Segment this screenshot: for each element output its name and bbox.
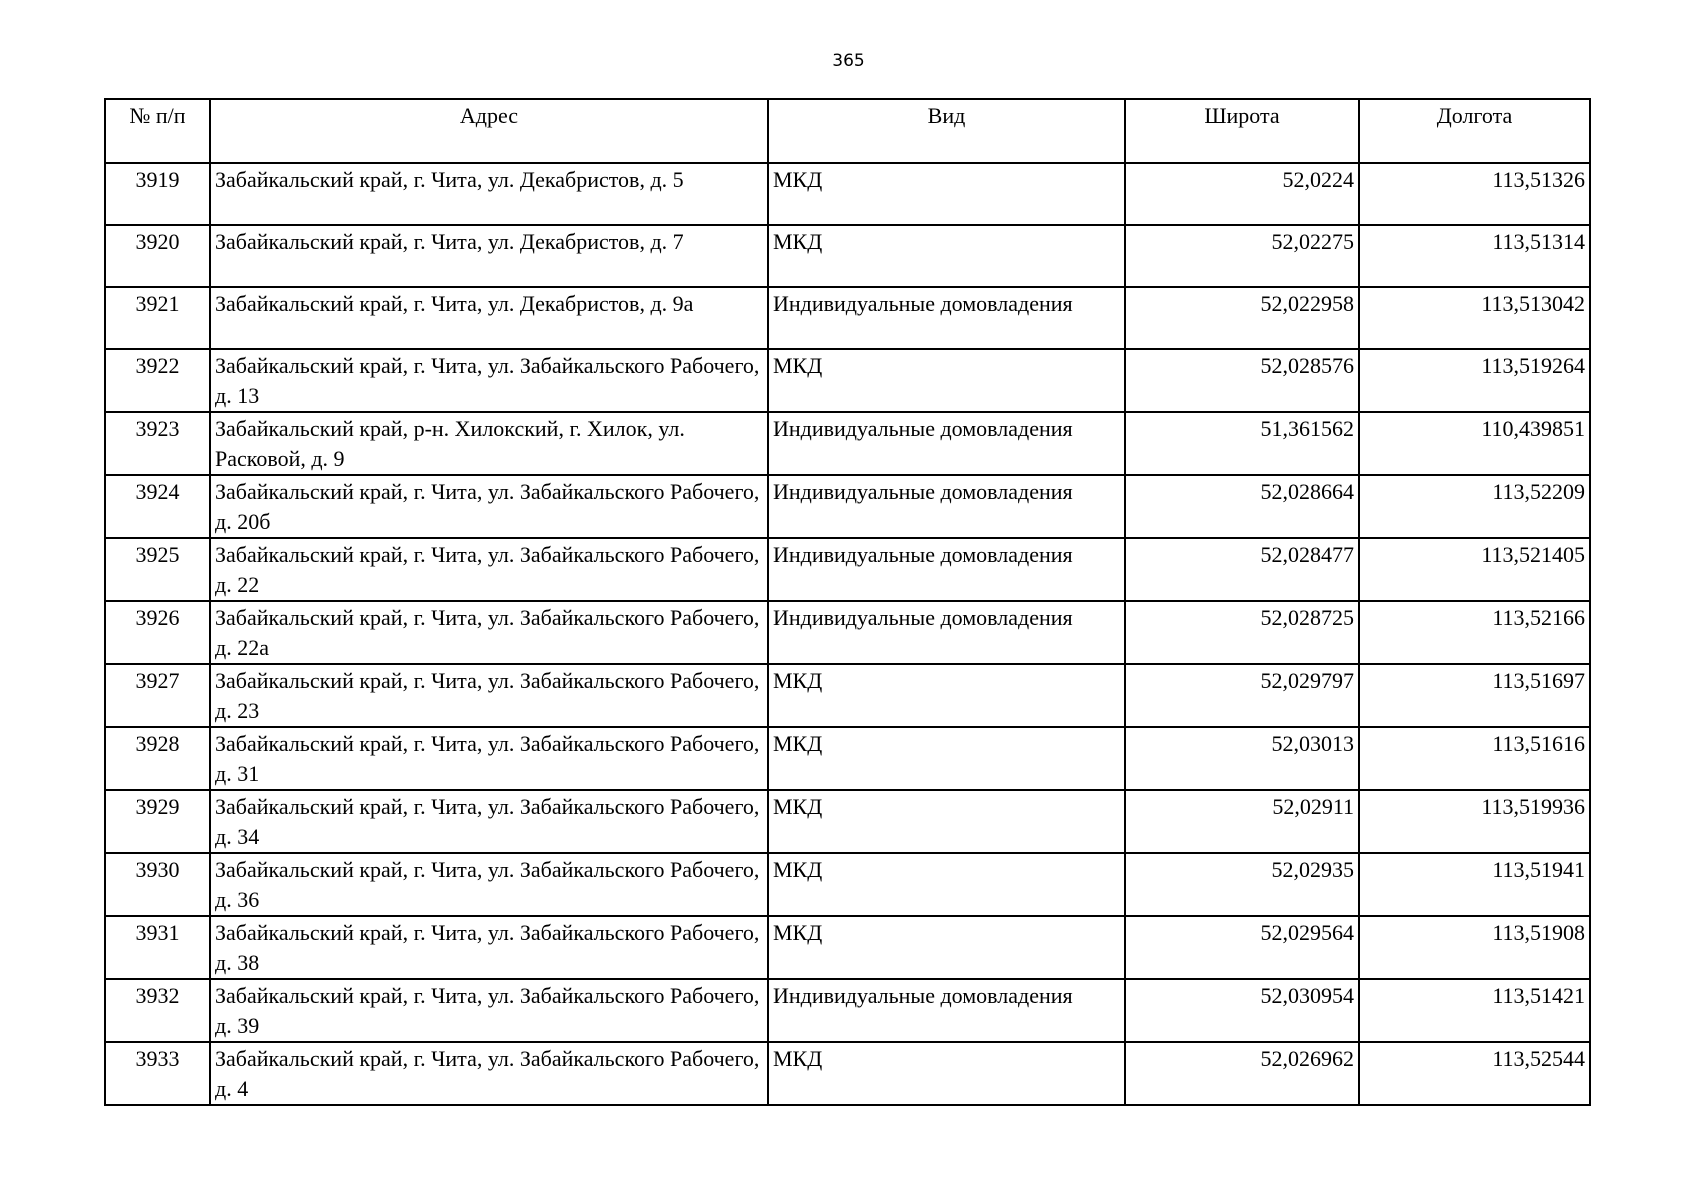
cell-latitude: 52,030954 (1125, 979, 1359, 1042)
cell-address: Забайкальский край, г. Чита, ул. Декабристов, д. 9а (210, 287, 768, 349)
cell-latitude: 52,028664 (1125, 475, 1359, 538)
cell-latitude: 52,026962 (1125, 1042, 1359, 1105)
cell-address: Забайкальский край, г. Чита, ул. Декабристов, д. 7 (210, 225, 768, 287)
cell-latitude: 52,0224 (1125, 163, 1359, 225)
cell-latitude: 52,028576 (1125, 349, 1359, 412)
cell-type: Индивидуальные домовладения (768, 979, 1125, 1042)
cell-type: Индивидуальные домовладения (768, 538, 1125, 601)
cell-type: МКД (768, 225, 1125, 287)
cell-latitude: 52,028477 (1125, 538, 1359, 601)
table-row (105, 225, 1590, 287)
cell-longitude: 113,51941 (1359, 853, 1590, 916)
cell-longitude: 113,513042 (1359, 287, 1590, 349)
cell-longitude: 113,51616 (1359, 727, 1590, 790)
cell-latitude: 52,02911 (1125, 790, 1359, 853)
cell-address: Забайкальский край, г. Чита, ул. Забайкальского Рабочего, д. 22 (210, 538, 768, 601)
cell-row-number: 3925 (105, 538, 210, 601)
cell-longitude: 113,51908 (1359, 916, 1590, 979)
header-longitude: Долгота (1359, 99, 1590, 163)
cell-longitude: 113,521405 (1359, 538, 1590, 601)
cell-address: Забайкальский край, г. Чита, ул. Декабристов, д. 5 (210, 163, 768, 225)
cell-latitude: 52,03013 (1125, 727, 1359, 790)
cell-address: Забайкальский край, г. Чита, ул. Забайкальского Рабочего, д. 22а (210, 601, 768, 664)
cell-type: Индивидуальные домовладения (768, 412, 1125, 475)
cell-longitude: 113,519936 (1359, 790, 1590, 853)
cell-address: Забайкальский край, г. Чита, ул. Забайкальского Рабочего, д. 34 (210, 790, 768, 853)
header-type: Вид (768, 99, 1125, 163)
cell-row-number: 3927 (105, 664, 210, 727)
cell-type: МКД (768, 727, 1125, 790)
header-address: Адрес (210, 99, 768, 163)
cell-address: Забайкальский край, г. Чита, ул. Забайкальского Рабочего, д. 20б (210, 475, 768, 538)
cell-row-number: 3932 (105, 979, 210, 1042)
cell-type: МКД (768, 163, 1125, 225)
cell-latitude: 52,028725 (1125, 601, 1359, 664)
table-row (105, 1042, 1590, 1105)
cell-address: Забайкальский край, г. Чита, ул. Забайкальского Рабочего, д. 13 (210, 349, 768, 412)
table-row (105, 163, 1590, 225)
table-row (105, 979, 1590, 1042)
cell-longitude: 113,52544 (1359, 1042, 1590, 1105)
table-row (105, 916, 1590, 979)
cell-type: МКД (768, 664, 1125, 727)
table-row (105, 601, 1590, 664)
cell-longitude: 113,52209 (1359, 475, 1590, 538)
table-row (105, 538, 1590, 601)
table-row (105, 349, 1590, 412)
cell-longitude: 113,51314 (1359, 225, 1590, 287)
cell-row-number: 3924 (105, 475, 210, 538)
table-row (105, 664, 1590, 727)
cell-address: Забайкальский край, г. Чита, ул. Забайкальского Рабочего, д. 23 (210, 664, 768, 727)
cell-address: Забайкальский край, г. Чита, ул. Забайкальского Рабочего, д. 31 (210, 727, 768, 790)
cell-longitude: 113,51697 (1359, 664, 1590, 727)
cell-row-number: 3928 (105, 727, 210, 790)
table-row (105, 790, 1590, 853)
cell-row-number: 3931 (105, 916, 210, 979)
cell-row-number: 3929 (105, 790, 210, 853)
cell-type: МКД (768, 790, 1125, 853)
cell-latitude: 52,02275 (1125, 225, 1359, 287)
page-number: 365 (832, 51, 865, 71)
cell-address: Забайкальский край, г. Чита, ул. Забайкальского Рабочего, д. 39 (210, 979, 768, 1042)
table-body (105, 163, 1590, 1105)
cell-longitude: 113,51421 (1359, 979, 1590, 1042)
cell-row-number: 3923 (105, 412, 210, 475)
cell-latitude: 52,029797 (1125, 664, 1359, 727)
table-row (105, 287, 1590, 349)
cell-address: Забайкальский край, р-н. Хилокский, г. Хилок, ул. Расковой, д. 9 (210, 412, 768, 475)
cell-row-number: 3922 (105, 349, 210, 412)
cell-longitude: 113,519264 (1359, 349, 1590, 412)
cell-row-number: 3930 (105, 853, 210, 916)
table-row (105, 727, 1590, 790)
header-latitude: Широта (1125, 99, 1359, 163)
cell-latitude: 52,022958 (1125, 287, 1359, 349)
cell-address: Забайкальский край, г. Чита, ул. Забайкальского Рабочего, д. 38 (210, 916, 768, 979)
cell-row-number: 3920 (105, 225, 210, 287)
cell-type: МКД (768, 349, 1125, 412)
cell-longitude: 113,52166 (1359, 601, 1590, 664)
cell-type: МКД (768, 853, 1125, 916)
cell-longitude: 110,439851 (1359, 412, 1590, 475)
table-row (105, 475, 1590, 538)
cell-row-number: 3919 (105, 163, 210, 225)
cell-row-number: 3926 (105, 601, 210, 664)
address-table (104, 98, 1591, 1106)
cell-type: Индивидуальные домовладения (768, 287, 1125, 349)
cell-type: МКД (768, 1042, 1125, 1105)
cell-type: Индивидуальные домовладения (768, 601, 1125, 664)
cell-latitude: 51,361562 (1125, 412, 1359, 475)
cell-row-number: 3933 (105, 1042, 210, 1105)
table-row (105, 853, 1590, 916)
table-header-row (105, 99, 1590, 163)
header-number: № п/п (105, 99, 210, 163)
cell-address: Забайкальский край, г. Чита, ул. Забайкальского Рабочего, д. 4 (210, 1042, 768, 1105)
cell-address: Забайкальский край, г. Чита, ул. Забайкальского Рабочего, д. 36 (210, 853, 768, 916)
cell-type: Индивидуальные домовладения (768, 475, 1125, 538)
cell-longitude: 113,51326 (1359, 163, 1590, 225)
table-row (105, 412, 1590, 475)
cell-latitude: 52,02935 (1125, 853, 1359, 916)
cell-latitude: 52,029564 (1125, 916, 1359, 979)
cell-row-number: 3921 (105, 287, 210, 349)
cell-type: МКД (768, 916, 1125, 979)
